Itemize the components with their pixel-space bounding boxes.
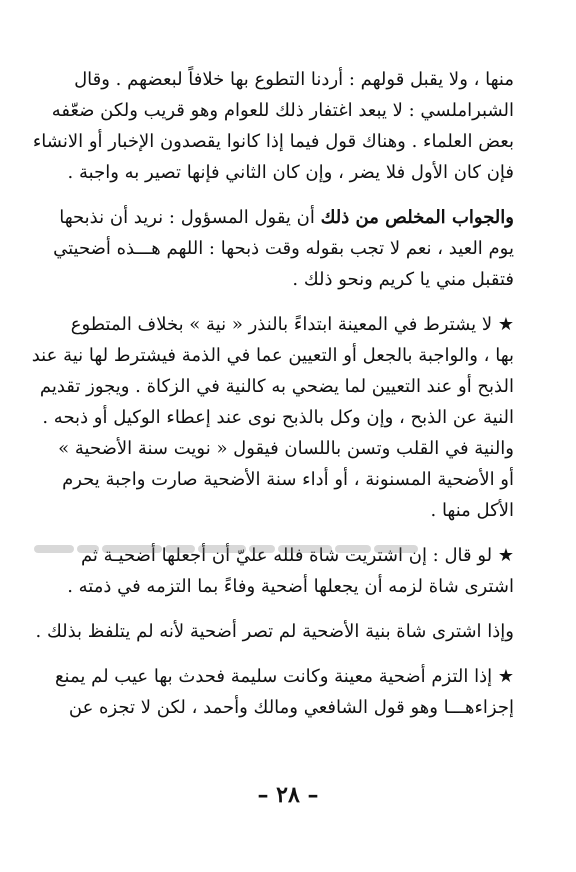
text-line: ★ لو قال : إن اشتريت شاة فلله عليّ أن أجعلها أضحيـة ثم xyxy=(80,545,514,566)
bold-lead: والجواب المخلص من ذلك xyxy=(320,207,514,228)
text-line: يوم العيد ، نعم لا تجب بقوله وقت ذبحها : اللهم هـــذه أضحيتي xyxy=(53,238,514,259)
text-line: أو الأضحية المسنونة ، أو أداء سنة الأضحية صارت واجبة يحرم xyxy=(62,469,514,490)
text-run: أن يقول المسؤول : نريد أن نذبحها xyxy=(59,207,321,228)
text-line: ★ لا يشترط في المعينة ابتداءً بالنذر « نية » بخلاف المتطوع xyxy=(70,314,514,335)
text-line: الذبح أو عند التعيين لما يضحي به كالنية في الزكاة . ويجوز تقديم xyxy=(39,376,514,397)
paragraph-7 xyxy=(30,661,514,723)
text-line: منها ، ولا يقبل قولهم : أردنا التطوع بها خلافاً لبعضهم . وقال xyxy=(74,69,514,90)
text-line: الأكل منها . xyxy=(430,500,514,521)
paragraph-6 xyxy=(30,616,514,647)
text-line: ★ إذا التزم أضحية معينة وكانت سليمة فحدث بها عيب لم يمنع xyxy=(54,666,514,687)
faded-watermark xyxy=(34,538,424,554)
text-line: النية عن الذبح ، وإن وكل بالذبح نوى عند إعطاء الوكيل أو ذبحه . xyxy=(42,407,514,428)
text-line: إجزاءهـــا وهو قول الشافعي ومالك وأحمد ، لكن لا تجزه عن xyxy=(68,697,514,718)
text-line: بها ، والواجبة بالجعل أو التعيين عما في الذمة فيشترط لها نية عند xyxy=(31,345,514,366)
text-line: اشترى شاة لزمه أن يجعلها أضحية وفاءً بما التزمه في ذمته . xyxy=(67,576,514,597)
text-line: بعض العلماء . وهناك قول فيما إذا كانوا يقصدون الإخبار أو الانشاء xyxy=(32,131,514,152)
page-number: – ٢٨ – xyxy=(257,782,319,808)
paragraph-2 xyxy=(30,202,514,295)
text-line xyxy=(30,202,514,233)
text-line: فإن كان الأول فلا يضر ، وإن كان الثاني فإنها تصير به واجبة . xyxy=(67,162,514,183)
page-body xyxy=(30,64,514,723)
text-line: والنية في القلب وتسن باللسان فيقول « نويت سنة الأضحية » xyxy=(58,438,514,459)
paragraph-4 xyxy=(30,433,514,526)
text-line: وإذا اشترى شاة بنية الأضحية لم تصر أضحية لأنه لم يتلفظ بذلك . xyxy=(35,621,514,642)
text-line: الشبراملسي : لا يبعد اغتفار ذلك للعوام وهو قريب ولكن ضعّفه xyxy=(51,100,514,121)
text-line: فتقبل مني يا كريم ونحو ذلك . xyxy=(292,269,514,290)
paragraph-1 xyxy=(30,64,514,188)
paragraph-3 xyxy=(30,309,514,433)
